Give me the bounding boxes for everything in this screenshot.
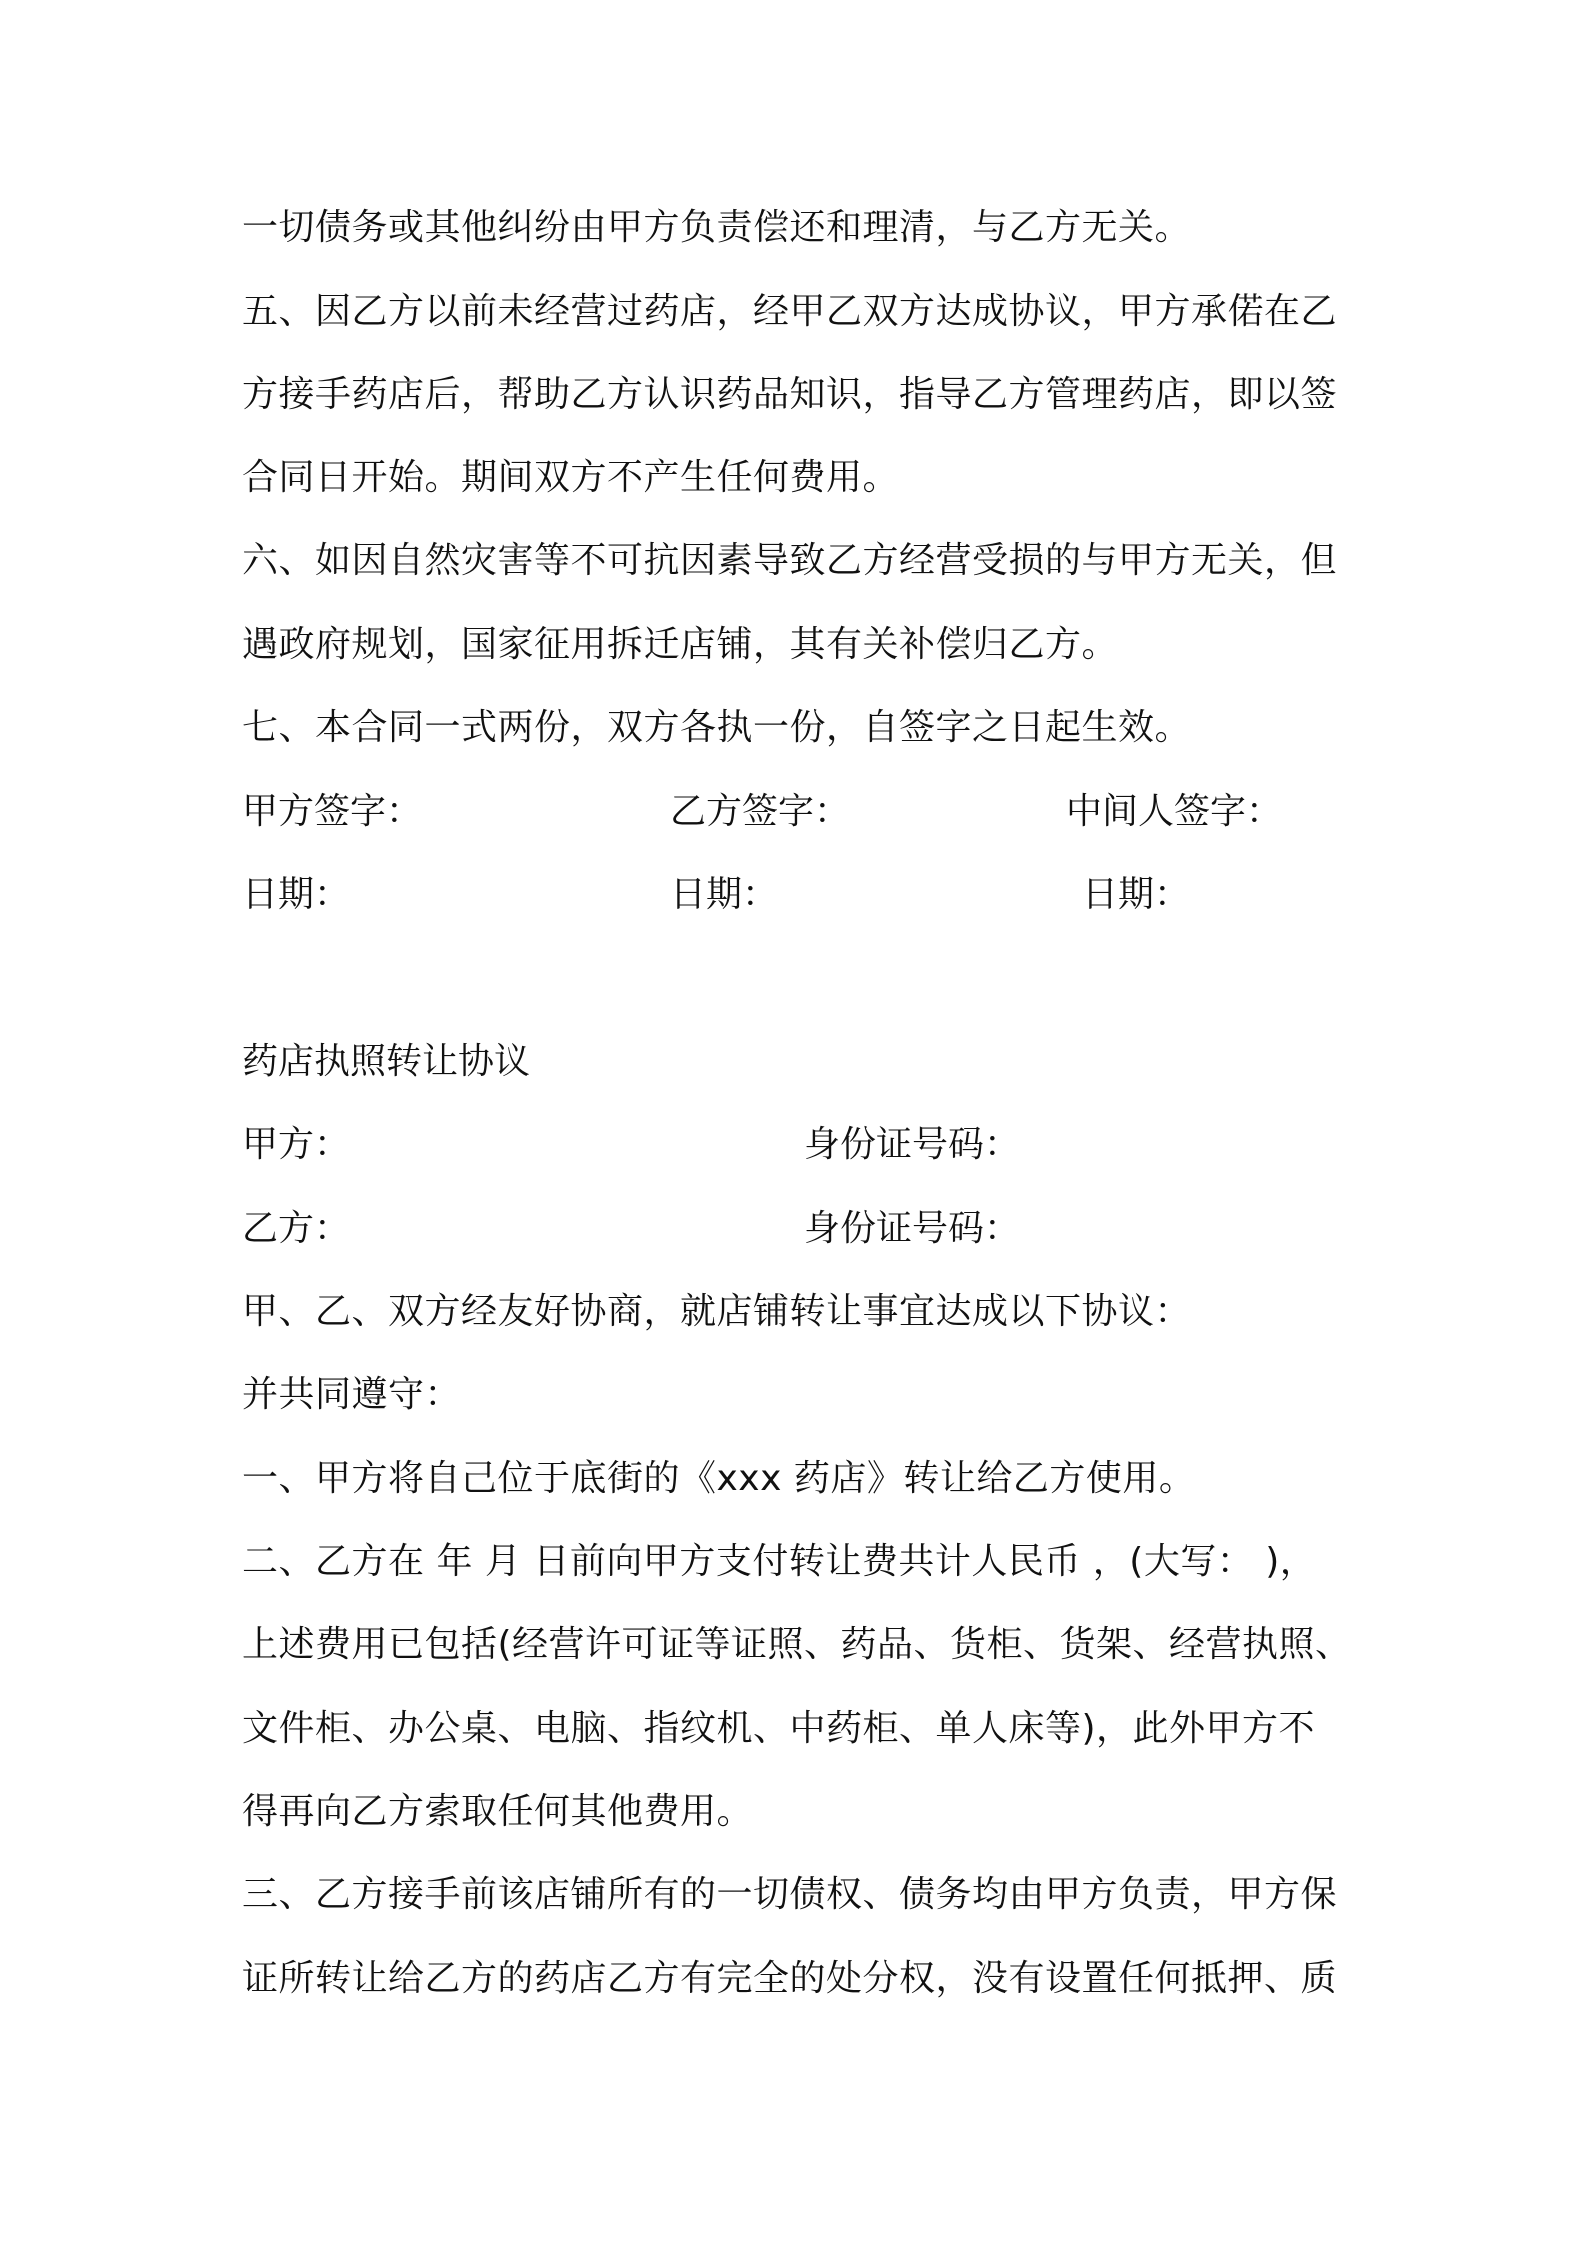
paragraph-line: 合同日开始。期间双方不产生任何费用。 <box>242 457 900 498</box>
party-a-date-label: 日期： <box>242 874 351 915</box>
preamble-line: 甲、乙、双方经友好协商，就店铺转让事宜达成以下协议： <box>242 1291 1192 1332</box>
paragraph-line: 上述费用已包括(经营许可证等证照、药品、货柜、货架、经营执照、 <box>242 1624 1352 1665</box>
paragraph-line: 遇政府规划，国家征用拆迁店铺，其有关补偿归乙方。 <box>242 624 1119 665</box>
party-a-id-label: 身份证号码： <box>804 1124 1021 1165</box>
party-a-label: 甲方： <box>242 1124 351 1165</box>
paragraph-line: 方接手药店后，帮助乙方认识药品知识，指导乙方管理药店，即以签 <box>242 374 1338 415</box>
party-b-id-label: 身份证号码： <box>804 1208 1021 1249</box>
party-a-signature-label: 甲方签字： <box>242 791 423 832</box>
clause-six-line: 六、如因自然灾害等不可抗因素导致乙方经营受损的与甲方无关，但 <box>242 540 1338 581</box>
preamble-line: 并共同遵守： <box>242 1374 462 1415</box>
clause-five-line: 五、因乙方以前未经营过药店，经甲乙双方达成协议，甲方承偌在乙 <box>242 291 1338 332</box>
clause-one-line: 一、甲方将自己位于底街的《xxx 药店》转让给乙方使用。 <box>242 1458 1196 1499</box>
middleman-date-label: 日期： <box>1082 874 1191 915</box>
party-b-label: 乙方： <box>242 1208 351 1249</box>
party-b-date-label: 日期： <box>670 874 779 915</box>
paragraph-line: 一切债务或其他纠纷由甲方负责偿还和理清，与乙方无关。 <box>242 207 1192 248</box>
agreement-title: 药店执照转让协议 <box>242 1041 531 1082</box>
middleman-signature-label: 中间人签字： <box>1066 791 1283 832</box>
clause-three-line: 三、乙方接手前该店铺所有的一切债权、债务均由甲方负责，甲方保 <box>242 1874 1338 1915</box>
clause-two-line: 二、乙方在 年 月 日前向甲方支付转让费共计人民币 ，(大写： )， <box>242 1541 1317 1582</box>
paragraph-line: 文件柜、办公桌、电脑、指纹机、中药柜、单人床等)，此外甲方不 <box>242 1708 1316 1749</box>
party-b-signature-label: 乙方签字： <box>670 791 851 832</box>
paragraph-line: 得再向乙方索取任何其他费用。 <box>242 1791 754 1832</box>
clause-seven-line: 七、本合同一式两份，双方各执一份，自签字之日起生效。 <box>242 707 1192 748</box>
paragraph-line: 证所转让给乙方的药店乙方有完全的处分权，没有设置任何抵押、质 <box>242 1958 1338 1999</box>
